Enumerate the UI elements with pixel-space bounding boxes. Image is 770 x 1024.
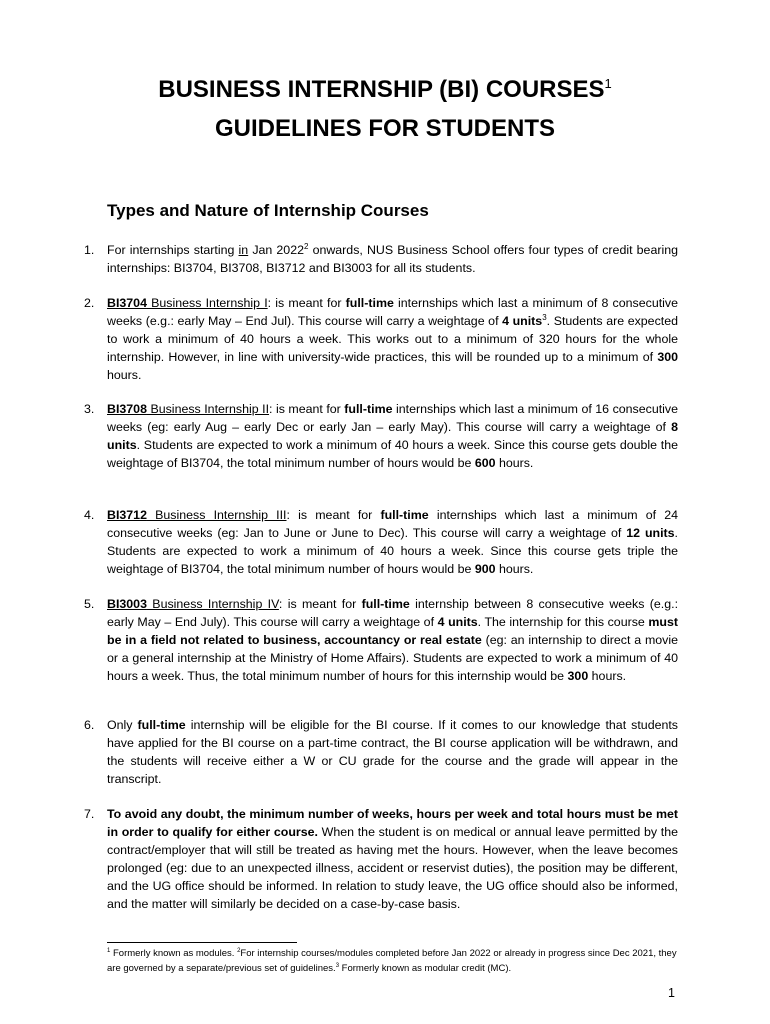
document-title-line1: BUSINESS INTERNSHIP (BI) COURSES$^1$	[158, 76, 612, 103]
footnote-ref-1: 1	[604, 76, 612, 91]
document-title-line2: GUIDELINES FOR STUDENTS	[214, 115, 556, 142]
list-item-4: 4. BI3712 Business Internship III: is meant for full-time internships which last a minimum of 24 consecutive weeks (eg: Jan to June or June to Dec). This course will carry a weightage of 12 units. Students are expected to work a minimum of 40 hours a week. Since this course gets triple the weightage of BI3704, the total minimum number of hours would be 900 hours.	[84, 508, 678, 576]
course-code: BI3003	[107, 597, 147, 611]
course-code: BI3712	[107, 508, 147, 522]
page-number: 1	[668, 986, 675, 1000]
list-item-3: 3. BI3708 Business Internship II: is meant for full-time internships which last a minimum of 16 consecutive weeks (eg: early Aug – early Dec or early Jan – early May). This course will carry a weightage of 8 units. Students are expected to work a minimum of 40 hours a week. Since this course gets double the weightage of BI3704, the total minimum number of hours would be 600 hours.	[84, 402, 678, 470]
list-item-2: 2. BI3704 Business Internship I: is meant for full-time internships which last a minimum of 8 consecutive weeks (e.g.: early May – End Jul). This course will carry a weightage of 4 units$^3$. Students are expected to work a minimum of 40 hours a week. This works out to a minimum of 320 hours for the whole internship. However, in line with university-wide practices, this will be rounded up to a minimum of 300 hours.	[84, 296, 678, 382]
footnotes: $^1$ Formerly known as modules. $^2$For internship courses/modules completed before Jan 2022 or already in progress since Dec 2021, they are governed by a separate/previous set of guidelines.$^3$ Formerly known as modular credit (MC).	[107, 947, 677, 974]
section-heading: Types and Nature of Internship Courses	[107, 201, 429, 220]
list-item-7: 7. To avoid any doubt, the minimum number of weeks, hours per week and total hours must be met in order to qualify for either course. When the student is on medical or annual leave permitted by the contract/employer that will still be treated as having met the hours. However, when the leave becomes prolonged (eg: due to an unexpected illness, accident or reservist duties), the position may be different, and the UG office should be informed. In relation to study leave, the UG office should also be informed, and the matter will similarly be decided on a case-by-case basis.	[84, 807, 678, 911]
course-code: BI3708	[107, 402, 147, 416]
list-item-5: 5. BI3003 Business Internship IV: is meant for full-time internship between 8 consecutive weeks (e.g.: early May – End July). This course will carry a weightage of 4 units. The internship for this course must be in a field not related to business, accountancy or real estate (eg: an internship to direct a movie or a general internship at the Ministry of Home Affairs). Students are expected to work a minimum of 40 hours a week. Thus, the total minimum number of hours for this internship would be 300 hours.	[84, 597, 679, 683]
course-code: BI3704	[107, 296, 147, 310]
footnote-divider	[107, 942, 297, 943]
list-item-1: 1. For internships starting in Jan 2022$^2$ onwards, NUS Business School offers four types of credit bearing internships: BI3704, BI3708, BI3712 and BI3003 for all its students.	[84, 241, 678, 275]
list-item-6: 6. Only full-time internship will be eligible for the BI course. If it comes to our knowledge that students have applied for the BI course on a part-time contract, the BI course application will be withdrawn, and the students will receive either a W or CU grade for the course and the grade will appear in the transcript.	[84, 718, 679, 786]
